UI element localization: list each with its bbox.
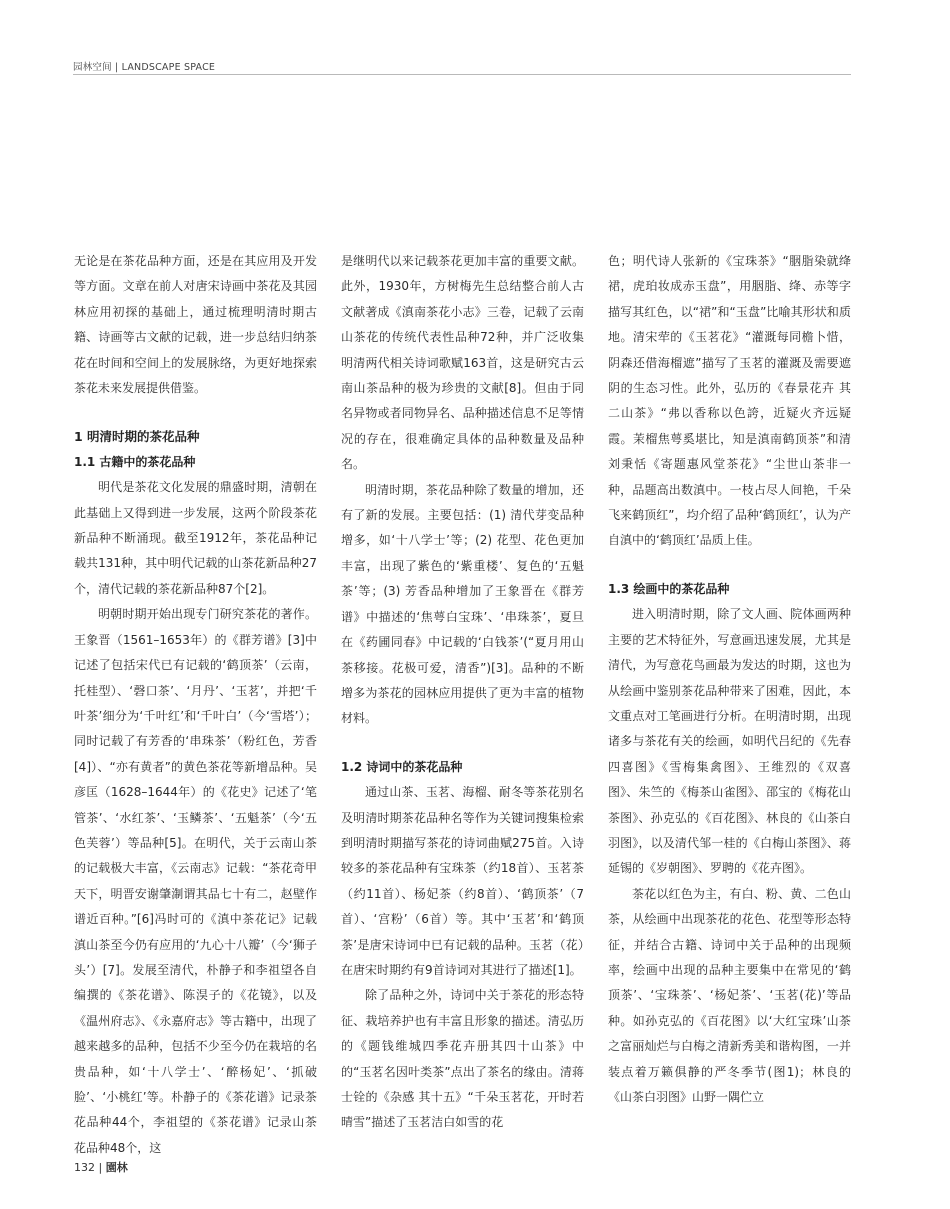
subsection-1-2-heading: 1.2 诗词中的茶花品种 — [341, 759, 463, 774]
footer-separator: | — [98, 1161, 103, 1174]
paragraph: 进入明清时期，除了文人画、院体画两种主要的艺术特征外，写意画迅速发展，尤其是清代，为写意花鸟画最为发达的时期，这也为从绘画中鉴别茶花品种带来了困难，因此，本文重点对工笔画进行分析。在明清时期，出现诸多与茶花有关的绘画，如明代吕纪的《先春四喜图》《雪梅集禽图》、王维烈的《双喜图》、朱竺的《梅茶山雀图》、邵宝的《梅花山茶图》、孙克弘的《百花图》、林良的《山茶白羽图》，以及清代邹一桂的《白梅山茶图》、蒋延锡的《岁朝图》、罗聘的《花卉图》。 — [608, 607, 851, 876]
running-header: 园林空间 | LANDSCAPE SPACE — [73, 62, 216, 73]
paragraph: 明朝时期开始出现专门研究茶花的著作。王象晋（1561–1653年）的《群芳谱》[3]中记述了包括宋代已有记载的‘鹤顶茶’（云南，托桂型）、‘磬口茶’、‘月丹’、‘玉茗’，并把‘千叶茶’细分为‘千叶红’和‘千叶白’（今‘雪塔’）；同时记载了有芳香的‘串珠茶’（粉红色，芳香[4]）、“亦有黄者”的黄色茶花等新增品种。吴彦匡（1628–1644年）的《花史》记述了‘笔管茶’、‘水红茶’、‘玉鳞茶’、‘五魁茶’（今‘五色芙蓉’）等品种[5]。在明代，关于云南山茶的记载极大丰富，《云南志》记载：“茶花奇甲天下，明晋安谢肇淛谓其品七十有二，赵壁作谱近百种。”[6]冯时可的《滇中茶花记》记载滇山茶至今仍有应用的‘九心十八瓣’（今‘狮子头’）[7]。发展至清代，朴静子和李祖望各自编撰的《茶花谱》、陈淏子的《花镜》，以及《温州府志》、《永嘉府志》等古籍中，出现了越来越多的品种，包括不少至今仍在栽培的名贵品种，如‘十八学士’、‘醉杨妃’、‘抓破脸’、‘小桃红’等。朴静子的《茶花谱》记录茶花品种44个，李祖望的《茶花谱》记录山茶花品种48个，这 — [74, 607, 317, 1155]
page-footer — [74, 1159, 128, 1175]
paragraph: 是继明代以来记载茶花更加丰富的重要文献。此外，1930年，方树梅先生总结整合前人古文献著成《滇南茶花小志》三卷，记载了云南山茶花的传统代表性品种72种，并广泛收集明清两代相关诗词歌赋163首，这是研究古云南山茶品种的极为珍贵的文献[8]。但由于同名异物或者同物异名、品种描述信息不足等情况的存在，很难确定具体的品种数量及品种名。 — [341, 254, 584, 472]
paragraph: 明代是茶花文化发展的鼎盛时期，清朝在此基础上又得到进一步发展，这两个阶段茶花新品种不断涌现。截至1912年，茶花品种记载共131种，其中明代记载的山茶花新品种27个，清代记载的茶花新品种87个[2]。 — [74, 480, 317, 596]
header-rule — [73, 74, 851, 75]
paragraph: 通过山茶、玉茗、海榴、耐冬等茶花别名及明清时期茶花品种名等作为关键词搜集检索到明清时期描写茶花的诗词曲赋275首。入诗较多的茶花品种有宝珠茶（约18首）、玉茗茶（约11首）、杨妃茶（约8首）、‘鹤顶茶’（7首）、‘宫粉’（6首）等。其中‘玉茗’和‘鹤顶茶’是唐宋诗词中已有记载的品种。玉茗（花）在唐宋时期约有9首诗词对其进行了描述[1]。 — [341, 785, 584, 977]
text-column-1 — [74, 249, 317, 1161]
paragraph: 明清时期，茶花品种除了数量的增加，还有了新的发展。主要包括：(1) 清代芽变品种增多，如‘十八学士’等；(2) 花型、花色更加丰富，出现了紫色的‘紫重楼’、复色的‘五魁茶’等；(3) 芳香品种增加了王象晋在《群芳谱》中描述的‘焦萼白宝珠’、‘串珠茶’，夏旦在《药圃同春》中记载的‘白钱茶’(“夏月用山茶移接。花极可爱，清香”)[3]。品种的不断增多为茶花的园林应用提供了更为丰富的植物材料。 — [341, 482, 584, 726]
journal-masthead: 園林 — [105, 1161, 128, 1174]
paragraph: 色；明代诗人张新的《宝珠茶》“胭脂染就绛裙，虎珀妆成赤玉盘”，用胭脂、绛、赤等字描写其红色，以“裙”和“玉盘”比喻其形状和质地。清宋荦的《玉茗花》“灌溉每同檐卜惜，阴森还借海榴遮”描写了玉茗的灌溉及需要遮阴的生态习性。此外，弘历的《春景花卉 其二山茶》“弗以香称以色誇，近疑火齐远疑霞。茉榴焦萼奚堪比，知是滇南鹤顶茶”和清刘秉恬《寄题惠风堂茶花》“尘世山茶非一种，品题高出数滇中。一枝占尽人间艳，千朵飞来鹤顶红”，均介绍了品种‘鹤顶红’，认为产自滇中的‘鹤顶红’品质上佳。 — [608, 254, 851, 548]
paragraph: 除了品种之外，诗词中关于茶花的形态特征、栽培养护也有丰富且形象的描述。清弘历的《题钱维城四季花卉册其四十山茶》中的“玉茗名因叶类茶”点出了茶名的缘由。清蒋士铨的《杂感 其十五》“千朵玉茗花，开时若晴雪”描述了玉茗洁白如雪的花 — [341, 988, 584, 1130]
page-number: 132 — [74, 1161, 95, 1174]
section-1-heading: 1 明清时期的茶花品种 — [74, 429, 200, 445]
text-column-3 — [608, 249, 851, 1110]
subsection-1-3-heading: 1.3 绘画中的茶花品种 — [608, 581, 730, 596]
subsection-1-1-heading: 1.1 古籍中的茶花品种 — [74, 454, 196, 469]
paragraph: 茶花以红色为主，有白、粉、黄、二色山茶，从绘画中出现茶花的花色、花型等形态特征，并结合古籍、诗词中关于品种的出现频率，绘画中出现的品种主要集中在常见的‘鹤顶茶’、‘宝珠茶’、‘杨妃茶’、‘玉茗(花)’等品种。如孙克弘的《百花图》以‘大红宝珠’山茶之富丽灿烂与白梅之清新秀美和谐构图，一并装点着万籁俱静的严冬季节(图1)；林良的《山茶白羽图》山野一隅伫立 — [608, 886, 851, 1104]
intro-paragraph: 无论是在茶花品种方面，还是在其应用及开发等方面。文章在前人对唐宋诗画中茶花及其园林应用初探的基础上，通过梳理明清时期古籍、诗画等古文献的记载，进一步总结归纳茶花在时间和空间上的发展脉络，为更好地探索茶花未来发展提供借鉴。 — [74, 254, 317, 396]
text-column-2 — [341, 249, 584, 1136]
